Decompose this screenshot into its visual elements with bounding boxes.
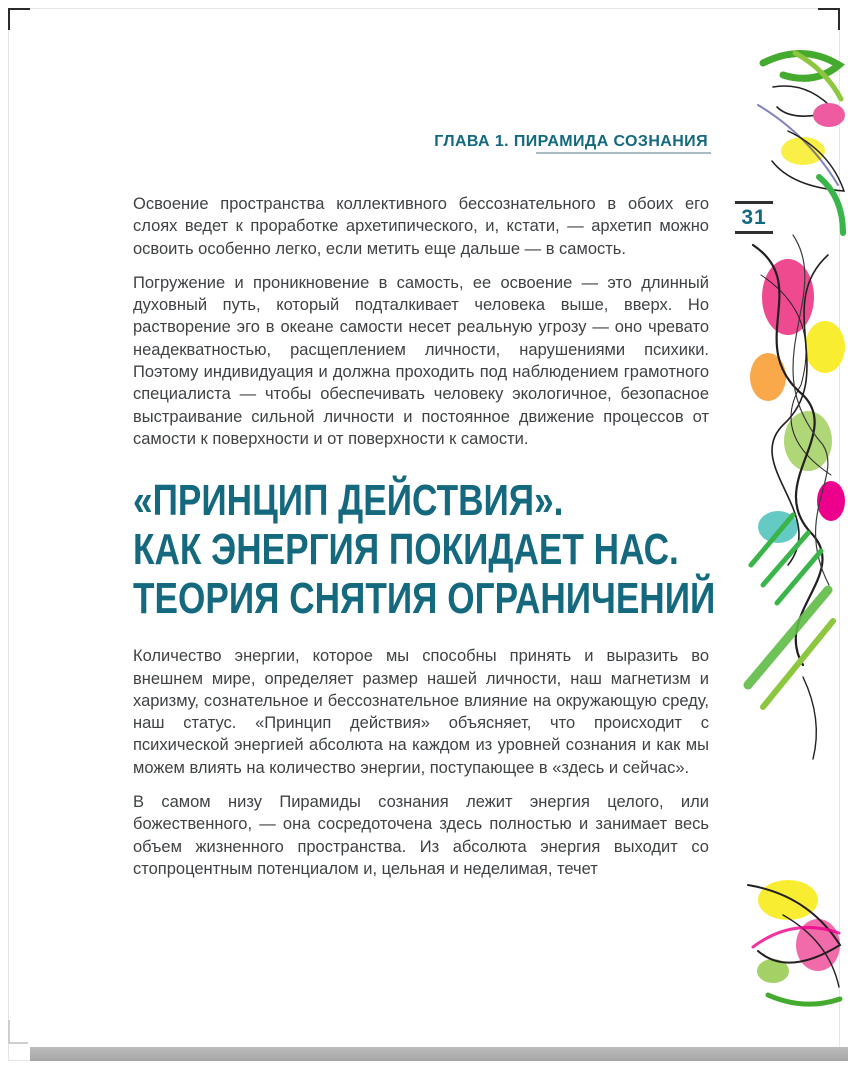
page-content — [133, 193, 716, 892]
crop-mark-bottom-left — [8, 1020, 28, 1044]
chapter-header-rule — [536, 152, 711, 154]
body-paragraph-4: В самом низу Пирамиды сознания лежит энергия целого, или божественного, — она сосредоточена здесь полностью и занимает весь объем жизненного пространства. Из абсолюта энергия выходит со стопроцентным потенциалом и, цельная и неделимая, течет — [133, 793, 709, 878]
body-paragraph-1: Освоение пространства коллективного бессознательного в обоих его слоях ведет к проработке архетипического, и, кстати, — архетип можно освоить особенно легко, если метить еще дальше — в самость. — [133, 195, 709, 258]
body-paragraph-3: Количество энергии, которое мы способны принять и выразить во внешнем мире, определяет размер нашей личности, наш магнетизм и харизму, сознательное и бессознательное влияние на окружающую среду, наш статус. «Принцип действия» объясняет, что происходит с психической энергией абсолюта на каждом из уровней сознания и как мы можем влиять на количество энергии, поступающее в «здесь и сейчас». — [133, 647, 709, 777]
chapter-header: ГЛАВА 1. ПИРАМИДА СОЗНАНИЯ — [434, 133, 708, 150]
section-heading-line-3: ТЕОРИЯ СНЯТИЯ ОГРАНИЧЕНИЙ — [133, 574, 716, 624]
crop-mark-top-right — [818, 8, 840, 30]
section-heading — [133, 476, 716, 624]
section-heading-line-1: «ПРИНЦИП ДЕЙСТВИЯ». — [133, 476, 564, 526]
page-number-value: 31 — [741, 206, 767, 229]
crop-mark-top-left — [8, 8, 30, 30]
body-paragraph-2: Погружение и проникновение в самость, ее освоение — это длинный духовный путь, который подталкивает человека выше, вверх. Но растворение эго в океане самости несет реальную угрозу — оно чревато неадекватностью, расщеплением личности, нарушениями психики. Поэтому индивидуация и должна проходить под наблюдением грамотного специалиста — чтобы обеспечивать человеку экологичное, безопасное выстраивание сильной личности и постоянное движение процессов от самости к поверхности и от поверхности к самости. — [133, 273, 709, 448]
page-bottom-edge — [30, 1047, 848, 1061]
margin-artwork — [733, 45, 848, 1045]
section-heading-line-2: КАК ЭНЕРГИЯ ПОКИДАЕТ НАС. — [133, 525, 679, 575]
page-number-badge — [735, 201, 773, 234]
